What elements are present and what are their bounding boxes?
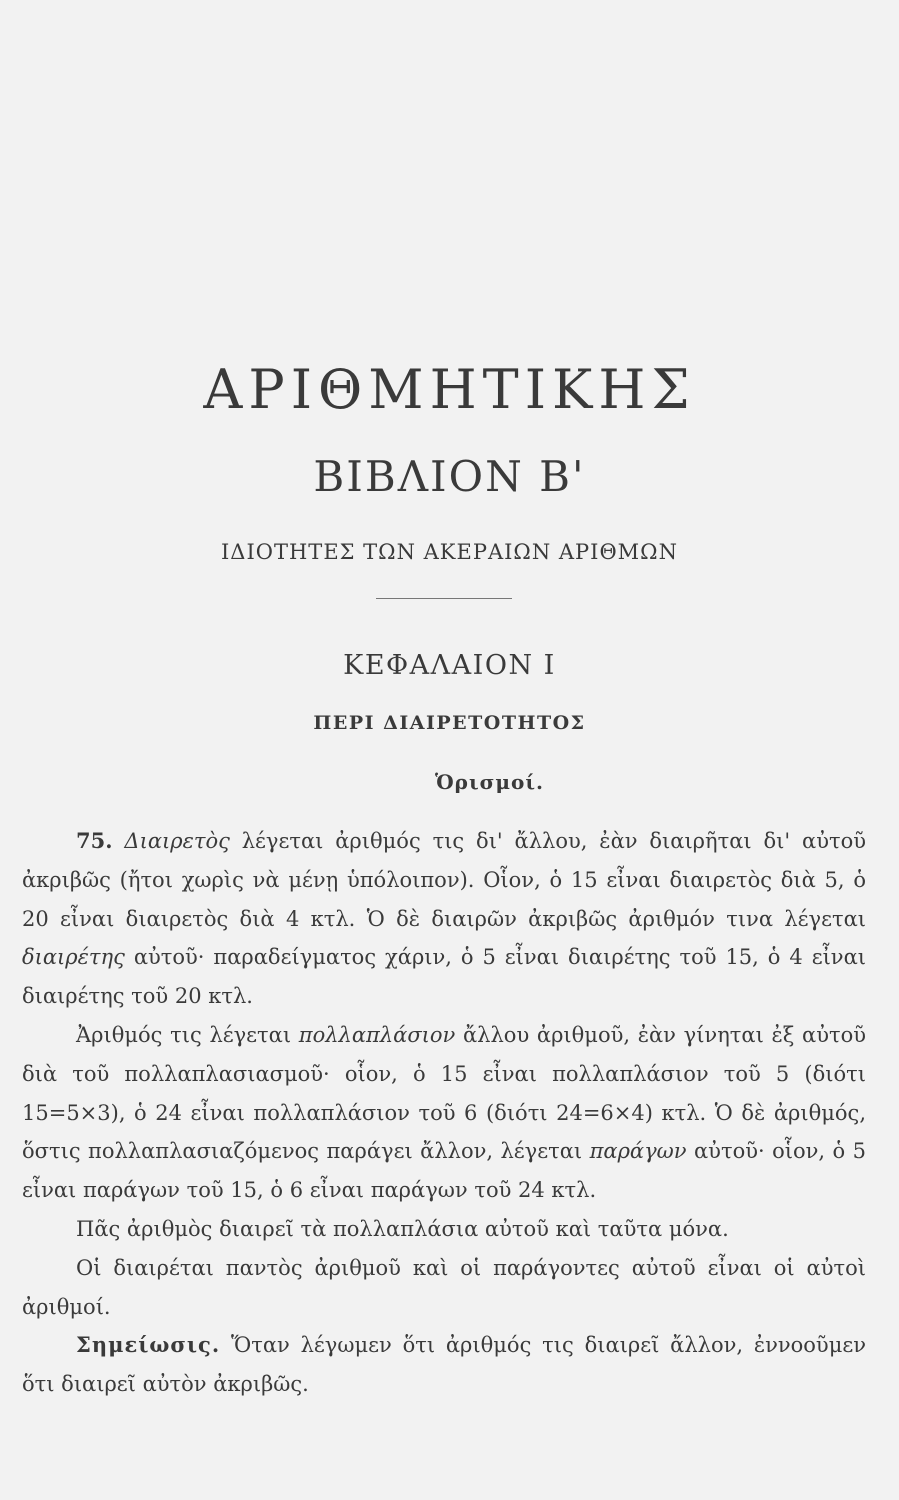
book-heading: ΒΙΒΛΙΟΝ Β': [313, 452, 586, 501]
term: διαιρέτης: [22, 945, 125, 970]
paragraph-text: αὐτοῦ· παραδείγματος χάριν, ὁ 5 εἶναι διαιρέτης τοῦ 15, ὁ 4 εἶναι διαιρέτης τοῦ 20 κτλ.: [22, 945, 866, 1009]
note-text: Ὅταν λέγωμεν ὅτι ἀριθμός τις διαιρεῖ ἄλλον, ἐννοοῦμεν ὅτι διαιρεῖ αὐτὸν ἀκριβῶς.: [22, 1333, 866, 1397]
section-number: 75.: [76, 828, 113, 853]
book-subtitle: ΙΔΙΟΤΗΤΕΣ ΤΩΝ ΑΚΕΡΑΙΩΝ ΑΡΙΘΜΩΝ: [221, 540, 678, 564]
paragraph-text: ἄλλου ἀριθμοῦ, ἐὰν γίνηται ἐξ αὐτοῦ διὰ τοῦ πολλαπλασιασμοῦ· οἷον, ὁ 15 εἶναι πολλαπλάσιον τοῦ 5 (διότι 15=5×3), ὁ 24 εἶναι πολλαπλάσιον τοῦ 6 (διότι 24=6×4) κτλ. Ὁ δὲ ἀριθμός, ὅστις πολλαπλασιαζόμενος παράγει ἄλλον, λέγεται: [22, 1022, 867, 1164]
note-label: Σημείωσις.: [76, 1332, 221, 1358]
paragraph-text: λέγεται ἀριθμός τις δι' ἄλλου, ἐὰν διαιρῆται δι' αὐτοῦ ἀκριβῶς (ἤτοι χωρὶς νὰ μένῃ ὑπόλοιπον). Οἷον, ὁ 15 εἶναι διαιρετὸς διὰ 5, ὁ 20 εἶναι διαιρετὸς διὰ 4 κτλ. Ὁ δὲ διαιρῶν ἀκριβῶς ἀριθμόν τινα λέγεται: [22, 829, 866, 931]
term: Διαιρετὸς: [124, 829, 230, 853]
page-title: ΑΡΙΘΜΗΤΙΚΗΣ: [203, 358, 696, 421]
paragraph: Πᾶς ἀριθμὸς διαιρεῖ τὰ πολλαπλάσια αὐτοῦ καὶ ταῦτα μόνα.: [76, 1216, 729, 1241]
paragraph-text: Ἀριθμός τις λέγεται: [76, 1022, 299, 1047]
paragraph-text: αὐτοῦ· οἷον, ὁ 5 εἶναι παράγων τοῦ 15, ὁ 6 εἶναι παράγων τοῦ 24 κτλ.: [22, 1139, 866, 1203]
paragraph: Οἱ διαιρέται παντὸς ἀριθμοῦ καὶ οἱ παράγοντες αὐτοῦ εἶναι οἱ αὐτοὶ ἀριθμοί.: [22, 1255, 866, 1319]
term: πολλαπλάσιον: [298, 1022, 456, 1047]
term: παράγων: [589, 1139, 687, 1164]
body-text: [22, 822, 866, 1404]
paragraph: [22, 1016, 866, 1210]
divider: [376, 598, 512, 599]
paragraph: [22, 822, 866, 1016]
chapter-heading: ΚΕΦΑΛΑΙΟΝ Ι: [343, 650, 556, 681]
chapter-subtitle: ΠΕΡΙ ΔΙΑΙΡΕΤΟΤΗΤΟΣ: [313, 712, 586, 734]
note-paragraph: [22, 1326, 866, 1404]
section-heading: Ὁρισμοί.: [434, 770, 545, 794]
